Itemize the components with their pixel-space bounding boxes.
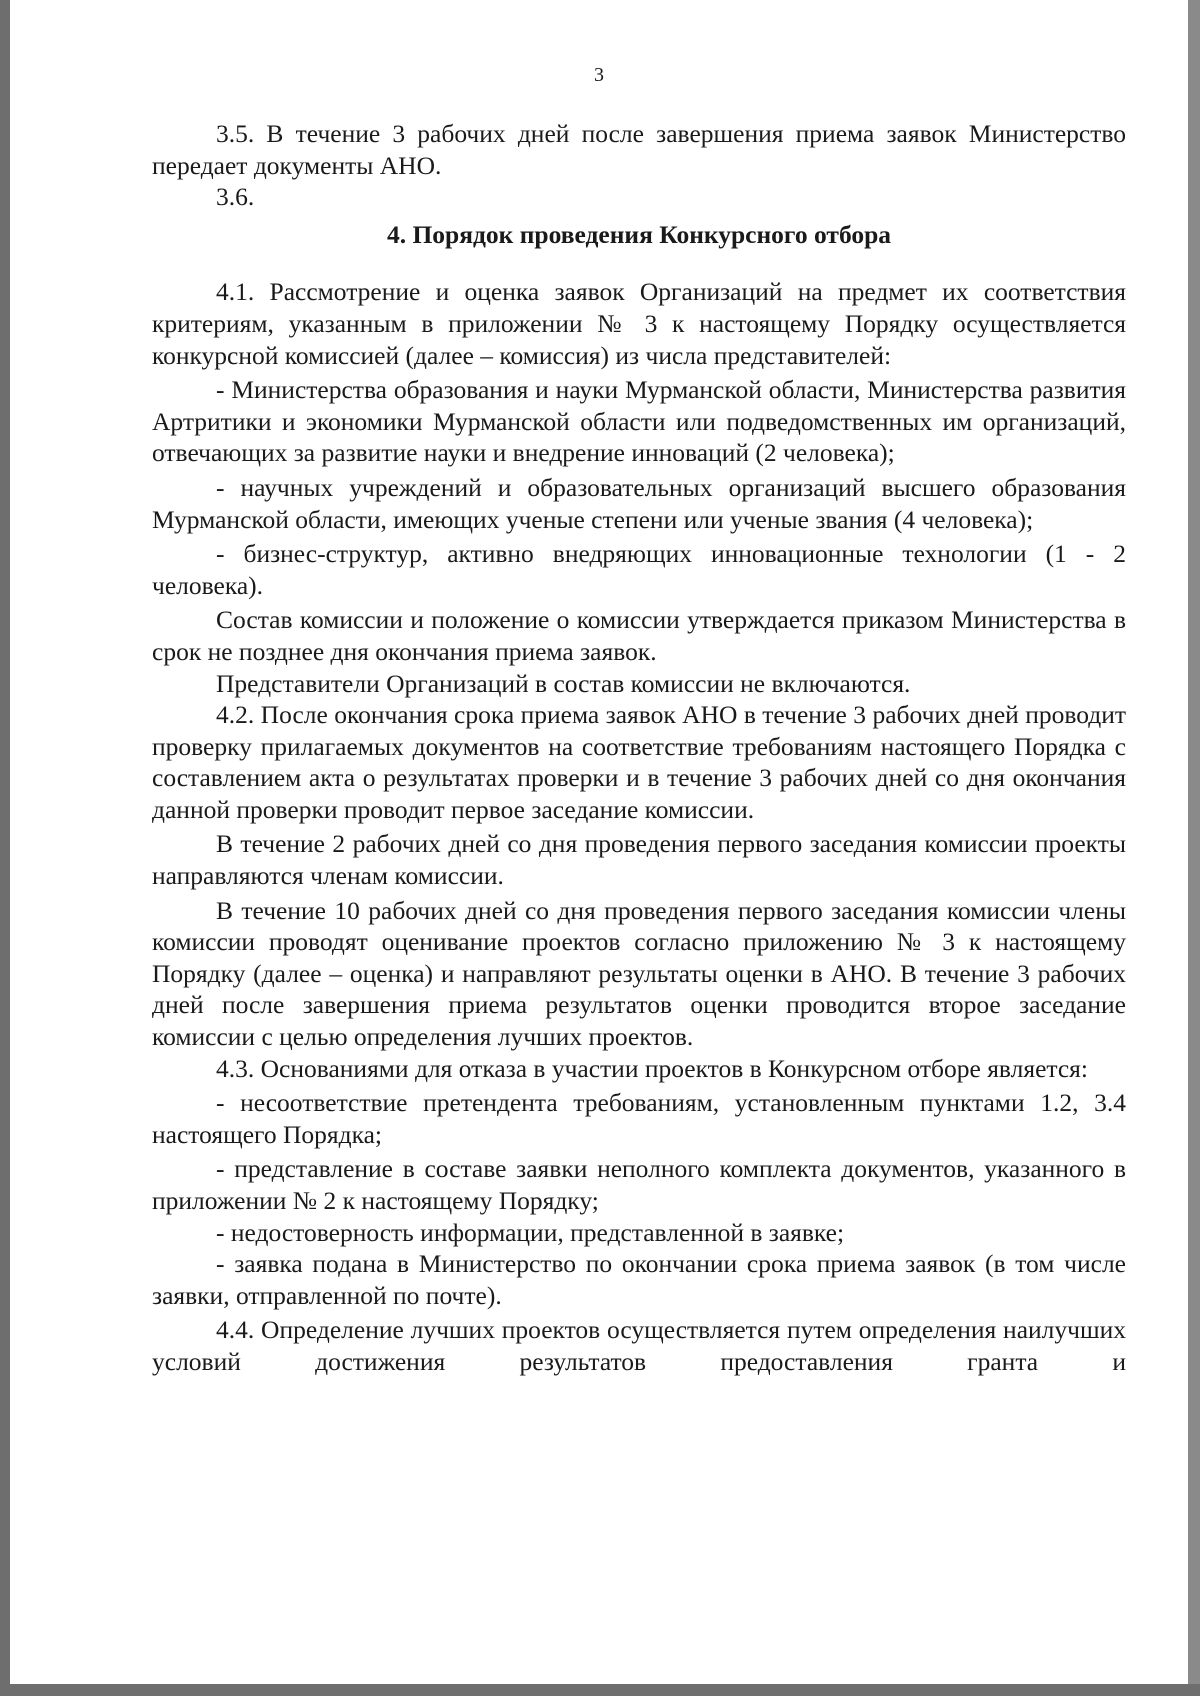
paragraph: В течение 2 рабочих дней со дня проведения первого заседания комиссии проекты направляются членам комиссии. xyxy=(152,829,1126,891)
paragraph-4-2: 4.2. После окончания срока приема заявок АНО в течение 3 рабочих дней проводит проверку прилагаемых документов на соответствие требованиям настоящего Порядка с составлением акта о результатах проверки и в течение 3 рабочих дней со дня окончания данной проверки проводит первое заседание комиссии. xyxy=(152,700,1126,824)
paragraph-4-1: 4.1. Рассмотрение и оценка заявок Организаций на предмет их соответствия критериям, указанным в приложении № 3 к настоящему Порядку осуществляется конкурсной комиссией (далее – комиссия) из числа представителей: xyxy=(152,277,1126,370)
paragraph: Состав комиссии и положение о комиссии утверждается приказом Министерства в срок не позднее дня окончания приема заявок. xyxy=(152,605,1126,666)
paragraph-list-item: - представление в составе заявки неполного комплекта документов, указанного в приложении № 2 к настоящему Порядку; xyxy=(152,1154,1126,1215)
page-number: 3 xyxy=(594,64,604,86)
section-heading: 4. Порядок проведения Конкурсного отбора xyxy=(386,219,892,249)
paragraph-3-5: 3.5. В течение 3 рабочих дней после завершения приема заявок Министерство передает документы АНО. xyxy=(152,119,1126,180)
paragraph-4-4: 4.4. Определение лучших проектов осуществляется путем определения наилучших условий достижения результатов предоставления гранта и xyxy=(152,1315,1126,1376)
paragraph-3-6: 3.6. xyxy=(216,182,255,212)
document-body xyxy=(152,118,1126,1378)
paragraph-list-item: - заявка подана в Министерство по окончании срока приема заявок (в том числе заявки, отправленной по почте). xyxy=(152,1249,1126,1310)
paragraph-4-3: 4.3. Основаниями для отказа в участии проектов в Конкурсном отборе является: xyxy=(216,1053,1088,1083)
paragraph-list-item: - несоответствие претендента требованиям, установленным пунктами 1.2, 3.4 настоящего Порядка; xyxy=(152,1088,1126,1149)
paragraph-list-item: - научных учреждений и образовательных организаций высшего образования Мурманской области, имеющих ученые степени или ученые звания (4 человека); xyxy=(152,472,1126,534)
scan-edge-left xyxy=(0,0,10,1696)
paragraph: Представители Организаций в состав комиссии не включаются. xyxy=(216,668,911,698)
paragraph-list-item: - бизнес-структур, активно внедряющих инновационные технологии (1 - 2 человека). xyxy=(152,539,1126,600)
paragraph: В течение 10 рабочих дней со дня проведения первого заседания комиссии члены комиссии проводят оценивание проектов согласно приложению № 3 к настоящему Порядку (далее – оценка) и направляют результаты оценки в АНО. В течение 3 рабочих дней после завершения приема результатов оценки проводится второе заседание комиссии с целью определения лучших проектов. xyxy=(152,895,1126,1052)
document-page xyxy=(10,0,1188,1684)
paragraph-list-item: - Министерства образования и науки Мурманской области, Министерства развития Артритики и экономики Мурманской области или подведомственных им организаций, отвечающих за развитие науки и внедрение инноваций (2 человека); xyxy=(152,375,1126,468)
scan-edge-bottom xyxy=(0,1684,1200,1696)
paragraph-list-item: - недостоверность информации, представленной в заявке; xyxy=(216,1217,845,1247)
